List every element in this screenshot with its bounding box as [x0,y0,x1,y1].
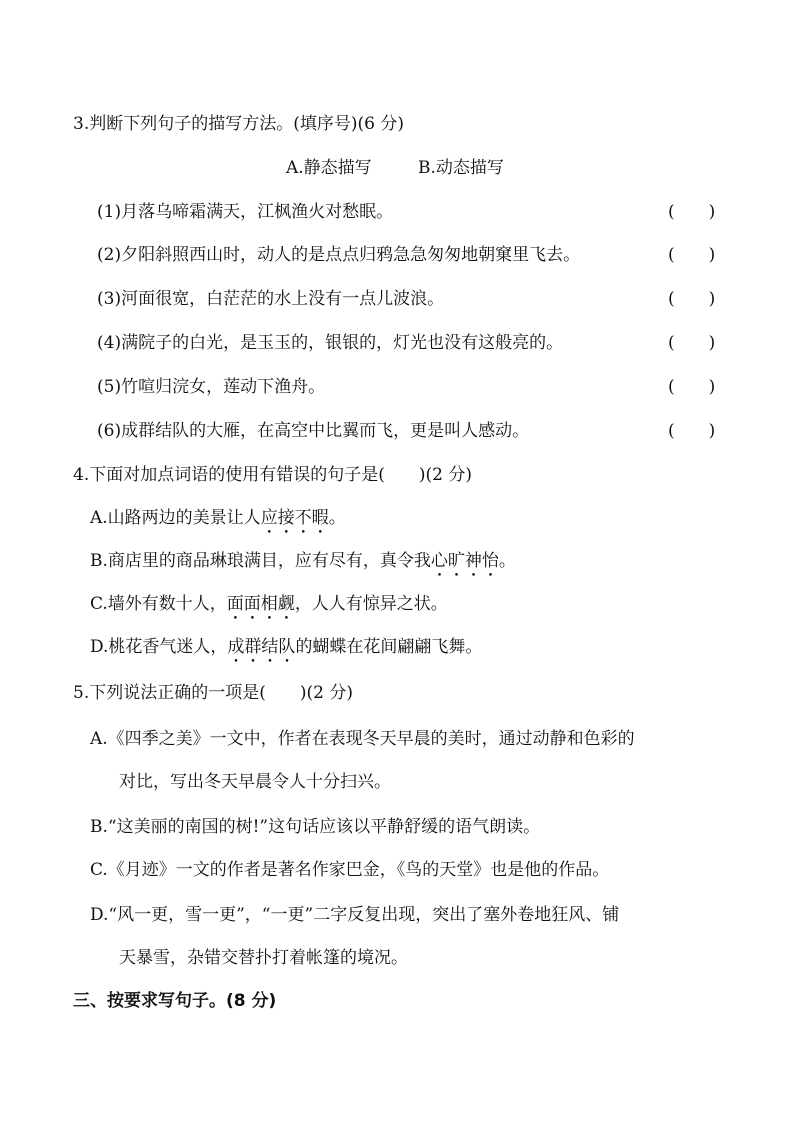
q4-option-d[interactable] [90,635,482,667]
q3-title: 3.判断下列句子的描写方法。(填序号)(6 分) [73,114,404,134]
q4-option-a[interactable] [90,506,346,538]
q4-option-d-dotted-word: 成群结队 [227,637,296,657]
q3-item-4: (4)满院子的白光，是玉玉的，银银的，灯光也没有这般亮的。 [97,333,564,353]
q4-option-b-post: 。 [498,551,516,571]
q5-option-c[interactable]: C.《月迹》一文的作者是著名作家巴金，《鸟的天堂》也是他的作品。 [90,860,610,880]
q4-option-d-pre: D.桃花香气迷人， [90,637,228,657]
q4-option-c-pre: C.墙外有数十人， [90,594,227,614]
section-3-heading: 三、按要求写句子。(8 分) [73,991,277,1011]
q3-answer-blank-5[interactable]: ( ) [668,377,716,397]
q3-option-a: A.静态描写 [286,158,372,178]
q5-option-d-line1[interactable]: D.“风一更，雪一更”，“一更”二字反复出现，突出了塞外卷地狂风、铺 [90,905,620,925]
q3-item-5: (5)竹喧归浣女，莲动下渔舟。 [97,377,326,397]
q3-option-b: B.动态描写 [418,158,504,178]
q3-answer-blank-6[interactable]: ( ) [668,421,716,441]
q3-answer-blank-2[interactable]: ( ) [668,245,716,265]
q5-option-d-line2[interactable]: 天暴雪，杂错交替扑打着帐篷的境况。 [119,948,408,968]
q4-title: 4.下面对加点词语的使用有错误的句子是( )(2 分) [73,465,472,485]
q3-answer-blank-3[interactable]: ( ) [668,289,716,309]
q4-option-a-dotted-word: 应接不暇 [260,508,329,528]
q4-option-c-dotted-word: 面面相觑 [226,594,295,614]
q4-option-a-post: 。 [328,508,346,528]
q3-item-2: (2)夕阳斜照西山时，动人的是点点归鸦急急匆匆地朝窠里飞去。 [97,245,581,265]
q4-option-b-pre: B.商店里的商品琳琅满目，应有尽有，真令我 [90,551,431,571]
q3-item-6: (6)成群结队的大雁，在高空中比翼而飞，更是叫人感动。 [97,421,530,441]
q4-option-c[interactable] [90,592,448,624]
q4-option-d-post: 的蝴蝶在花间翩翩飞舞。 [295,637,483,657]
q4-option-c-post: ，人人有惊异之状。 [294,594,448,614]
q5-option-a-line2[interactable]: 对比，写出冬天早晨令人十分扫兴。 [119,772,391,792]
q4-option-b-dotted-word: 心旷神怡 [430,551,499,571]
q5-title: 5.下列说法正确的一项是( )(2 分) [73,683,353,703]
q3-answer-blank-1[interactable]: ( ) [668,202,716,222]
q3-item-3: (3)河面很宽，白茫茫的水上没有一点儿波浪。 [97,289,445,309]
q3-item-1: (1)月落乌啼霜满天，江枫渔火对愁眠。 [97,202,394,222]
q4-option-a-pre: A.山路两边的美景让人 [90,508,261,528]
q4-option-b[interactable] [90,549,516,581]
q5-option-b[interactable]: B.“这美丽的南国的树!”这句话应该以平静舒缓的语气朗读。 [90,817,541,837]
q5-option-a-line1[interactable]: A.《四季之美》一文中，作者在表现冬天早晨的美时，通过动静和色彩的 [90,729,635,749]
q3-answer-blank-4[interactable]: ( ) [668,333,716,353]
